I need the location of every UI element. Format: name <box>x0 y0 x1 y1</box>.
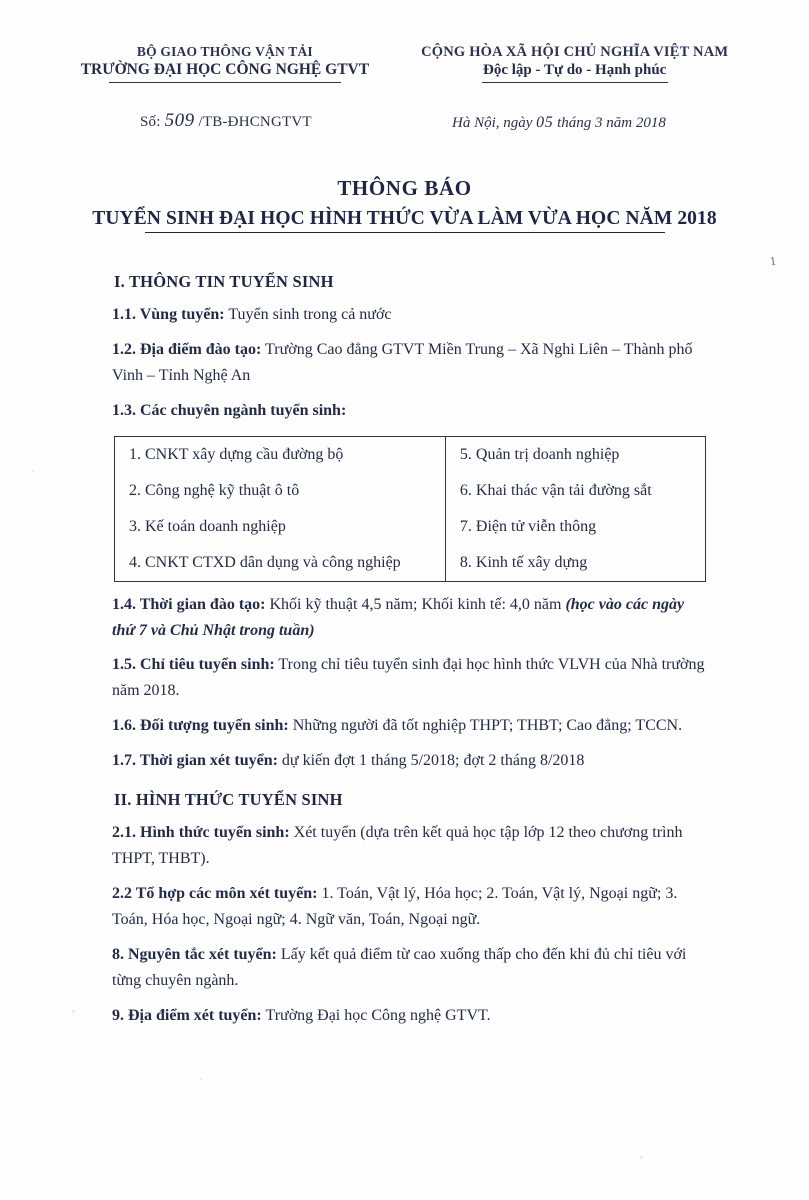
item-1-6-label: 1.6. Đối tượng tuyển sinh: <box>112 717 289 735</box>
item-8-label: 8. Nguyên tắc xét tuyển: <box>112 945 277 963</box>
title-block <box>0 176 809 233</box>
item-1-5-text: Trong chỉ tiêu tuyển sinh đại học hình thức VLVH của Nhà trường năm 2018. <box>112 656 705 700</box>
item-2-2-text: 1. Toán, Vật lý, Hóa học; 2. Toán, Vật lý, Ngoại ngữ; 3. Toán, Hóa học, Ngoại ngữ; 4. Ngữ văn, Toán, Ngoại ngữ. <box>112 884 678 928</box>
document-number <box>140 110 312 132</box>
item-1-1 <box>112 302 710 328</box>
major-cell: 3. Kế toán doanh nghiệp <box>115 509 445 545</box>
header-left-rule <box>109 82 341 83</box>
item-1-1-label: 1.1. Vùng tuyển: <box>112 306 225 323</box>
item-1-2-text: Trường Cao đẳng GTVT Miền Trung – Xã Nghi Liên – Thành phố Vinh – Tỉnh Nghệ An <box>112 340 693 384</box>
date-day: 05 <box>536 114 554 131</box>
item-2-1 <box>112 820 710 872</box>
item-1-5 <box>112 652 710 704</box>
item-1-6 <box>112 713 710 739</box>
header-right-rule <box>482 82 668 83</box>
document-header <box>0 44 809 83</box>
document-number-label: Số: <box>140 114 161 130</box>
date-year: 2018 <box>635 115 666 131</box>
country-name: CỘNG HÒA XÃ HỘI CHỦ NGHĨA VIỆT NAM <box>421 44 729 60</box>
scan-speckle <box>640 1156 643 1159</box>
major-cell: 5. Quản trị doanh nghiệp <box>459 445 620 463</box>
item-9-text: Trường Đại học Công nghệ GTVT. <box>261 1006 491 1024</box>
margin-annotation: 1 <box>769 253 777 269</box>
year-label: năm <box>606 115 633 131</box>
item-1-4-note: (học vào các ngày thứ 7 và Chủ Nhật trong tuần) <box>112 595 685 639</box>
item-1-7 <box>112 748 710 774</box>
table-row <box>115 473 705 509</box>
item-2-2-label: 2.2 Tổ hợp các môn xét tuyển: <box>112 884 318 902</box>
item-1-3 <box>112 398 710 424</box>
document-body <box>110 256 710 1028</box>
major-cell: 2. Công nghệ kỹ thuật ô tô <box>115 473 445 509</box>
university-name: TRƯỜNG ĐẠI HỌC CÔNG NGHỆ GTVT <box>80 61 370 78</box>
item-1-1-text: Tuyển sinh trong cả nước <box>224 306 392 323</box>
item-9 <box>112 1003 710 1029</box>
item-1-2 <box>112 337 710 389</box>
scan-speckle <box>72 1010 75 1013</box>
scan-speckle <box>200 1078 202 1080</box>
majors-table-wrapper <box>114 436 706 582</box>
item-1-7-text: dự kiến đợt 1 tháng 5/2018; đợt 2 tháng 8/2018 <box>277 752 585 770</box>
major-cell: 7. Điện tử viễn thông <box>459 517 597 535</box>
item-2-1-label: 2.1. Hình thức tuyển sinh: <box>112 824 290 842</box>
date-month: 3 <box>595 115 603 131</box>
document-number-value: 509 <box>164 110 195 131</box>
table-row <box>115 545 705 581</box>
major-cell: 6. Khai thác vận tải đường sắt <box>459 481 652 499</box>
item-8-text: Lấy kết quả điểm từ cao xuống thấp cho đến khi đủ chỉ tiêu với từng chuyên ngành. <box>112 945 687 989</box>
major-cell: 4. CNKT CTXD dân dụng và công nghiệp <box>115 545 445 581</box>
item-2-2 <box>112 881 710 933</box>
item-1-4-text: Khối kỹ thuật 4,5 năm; Khối kinh tế: 4,0 năm <box>265 595 566 613</box>
month-label: tháng <box>557 115 592 131</box>
subtitle-rule <box>145 232 665 233</box>
item-1-6-text: Những người đã tốt nghiệp THPT; THBT; Cao đẳng; TCCN. <box>288 717 683 735</box>
national-heading <box>421 44 728 83</box>
item-1-2-label: 1.2. Địa điểm đào tạo: <box>112 340 262 358</box>
issuing-organization <box>81 44 369 83</box>
item-1-7-label: 1.7. Thời gian xét tuyển: <box>112 752 278 770</box>
item-1-3-label: 1.3. Các chuyên ngành tuyển sinh: <box>112 401 347 419</box>
item-1-4 <box>112 592 710 644</box>
scan-speckle <box>32 470 34 472</box>
major-cell: 8. Kinh tế xây dựng <box>459 553 588 571</box>
section-1-heading: I. THÔNG TIN TUYỂN SINH <box>114 272 334 291</box>
item-2-1-text: Xét tuyển (dựa trên kết quả học tập lớp 12 theo chương trình THPT, THBT). <box>112 824 683 867</box>
table-row <box>115 509 705 545</box>
item-8 <box>112 942 710 994</box>
document-number-suffix: /TB-ĐHCNGTVT <box>198 114 312 130</box>
ministry-name: BỘ GIAO THÔNG VẬN TẢI <box>136 44 313 59</box>
majors-table <box>115 437 705 581</box>
item-1-5-label: 1.5. Chỉ tiêu tuyển sinh: <box>112 656 275 674</box>
item-1-4-label: 1.4. Thời gian đào tạo: <box>112 595 266 613</box>
document-title: THÔNG BÁO <box>337 176 472 200</box>
place-date-prefix: Hà Nội, ngày <box>452 115 533 131</box>
national-motto: Độc lập - Tự do - Hạnh phúc <box>482 62 667 78</box>
item-9-label: 9. Địa điểm xét tuyển: <box>112 1006 262 1024</box>
place-and-date <box>452 114 666 132</box>
table-row <box>115 437 705 473</box>
major-cell: 1. CNKT xây dựng cầu đường bộ <box>115 437 445 473</box>
section-2-heading: II. HÌNH THỨC TUYỂN SINH <box>114 790 343 810</box>
document-subtitle: TUYỂN SINH ĐẠI HỌC HÌNH THỨC VỪA LÀM VỪA HỌC NĂM 2018 <box>92 208 717 229</box>
